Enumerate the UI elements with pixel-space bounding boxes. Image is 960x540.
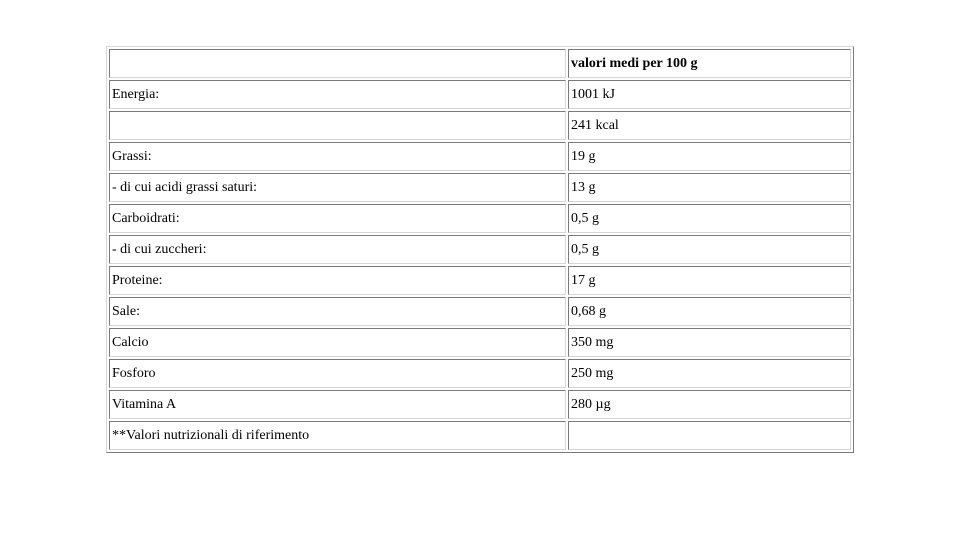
row-value-grassi-saturi: 13 g — [568, 173, 851, 202]
row-value-proteine: 17 g — [568, 266, 851, 295]
table-row — [109, 111, 851, 140]
row-label-grassi-saturi: - di cui acidi grassi saturi: — [109, 173, 566, 202]
table-row — [109, 80, 851, 109]
nutrition-table-container — [106, 46, 854, 453]
header-value-cell: valori medi per 100 g — [568, 49, 851, 78]
table-row — [109, 421, 851, 450]
row-label-zuccheri: - di cui zuccheri: — [109, 235, 566, 264]
row-label-footnote: **Valori nutrizionali di riferimento — [109, 421, 566, 450]
row-value-sale: 0,68 g — [568, 297, 851, 326]
header-label-cell — [109, 49, 566, 78]
row-label-empty — [109, 111, 566, 140]
row-label-calcio: Calcio — [109, 328, 566, 357]
table-row — [109, 142, 851, 171]
row-value-energia-kj: 1001 kJ — [568, 80, 851, 109]
row-value-zuccheri: 0,5 g — [568, 235, 851, 264]
row-label-energia: Energia: — [109, 80, 566, 109]
row-value-vitamina-a: 280 µg — [568, 390, 851, 419]
row-value-energia-kcal: 241 kcal — [568, 111, 851, 140]
table-row — [109, 235, 851, 264]
table-row — [109, 266, 851, 295]
row-label-vitamina-a: Vitamina A — [109, 390, 566, 419]
table-header-row — [109, 49, 851, 78]
table-row — [109, 328, 851, 357]
row-label-proteine: Proteine: — [109, 266, 566, 295]
row-label-carboidrati: Carboidrati: — [109, 204, 566, 233]
row-value-grassi: 19 g — [568, 142, 851, 171]
table-row — [109, 359, 851, 388]
row-label-sale: Sale: — [109, 297, 566, 326]
row-value-calcio: 350 mg — [568, 328, 851, 357]
row-label-fosforo: Fosforo — [109, 359, 566, 388]
row-value-fosforo: 250 mg — [568, 359, 851, 388]
row-value-footnote-empty — [568, 421, 851, 450]
table-row — [109, 390, 851, 419]
row-label-grassi: Grassi: — [109, 142, 566, 171]
table-row — [109, 297, 851, 326]
table-row — [109, 173, 851, 202]
nutrition-table — [106, 46, 854, 453]
row-value-carboidrati: 0,5 g — [568, 204, 851, 233]
table-row — [109, 204, 851, 233]
